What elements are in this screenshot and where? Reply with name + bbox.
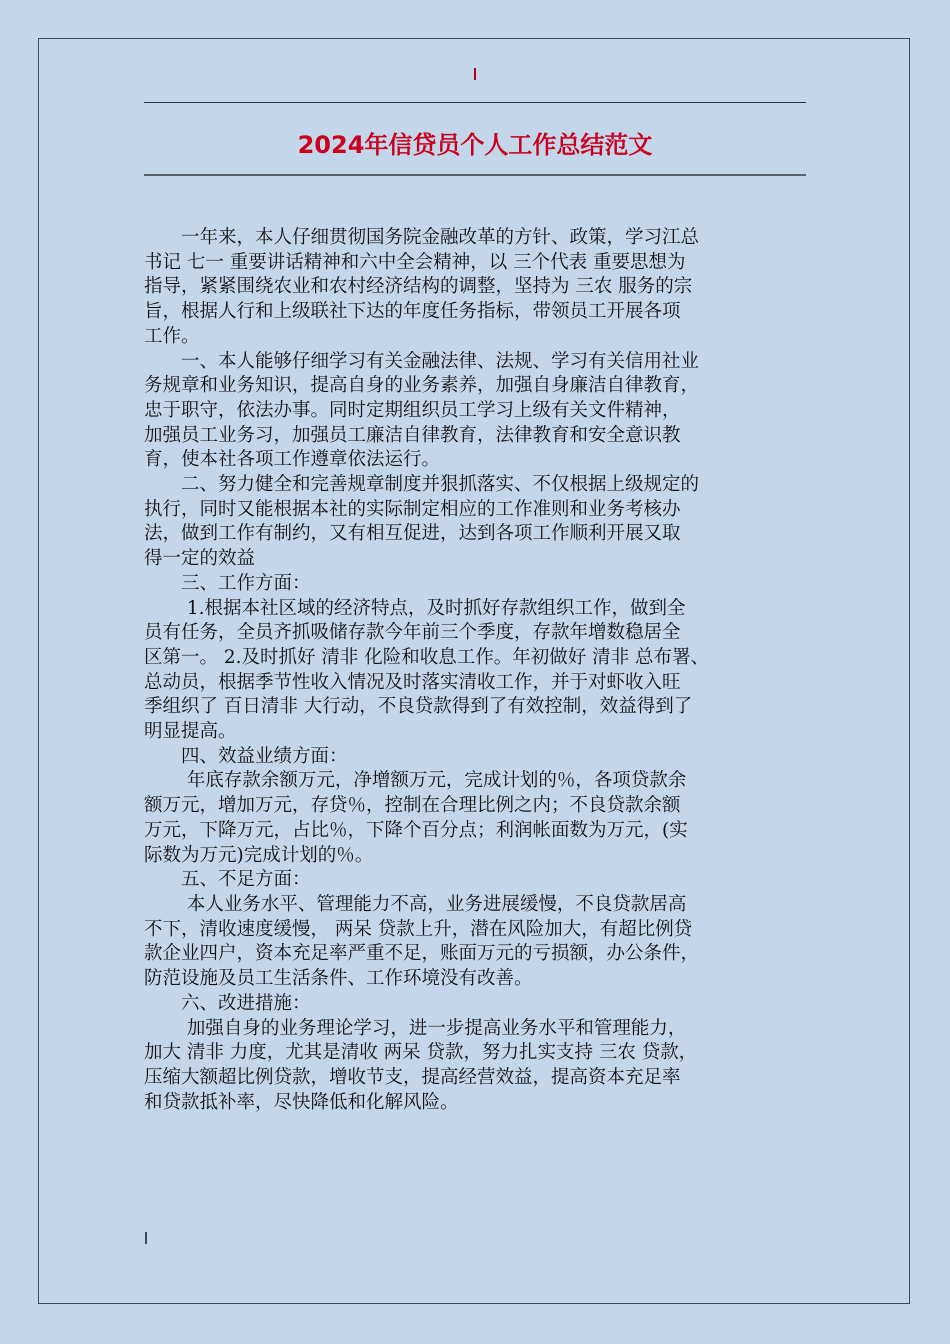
text-line: 四、效益业绩方面： bbox=[144, 745, 348, 767]
text-line: 工作。 bbox=[144, 325, 200, 347]
text-line: 一年来，本人仔细贯彻国务院金融改革的方针、政策，学习江总 bbox=[144, 227, 700, 248]
header-mark bbox=[474, 68, 476, 80]
header-rule bbox=[144, 102, 806, 103]
text-line: 务规章和业务知识，提高自身的业务素养，加强自身廉洁自律教育， bbox=[144, 375, 700, 397]
text-line: 书记 七一 重要讲话精神和六中全会精神，以 三个代表 重要思想为 bbox=[144, 251, 686, 273]
text-line: 明显提高。 bbox=[144, 721, 237, 743]
text-line: 年底存款余额万元，净增额万元，完成计划的％，各项贷款余 bbox=[144, 770, 687, 792]
text-line: 款企业四户，资本充足率严重不足，账面万元的亏损额，办公条件， bbox=[144, 943, 700, 965]
footer-mark bbox=[145, 1232, 147, 1244]
text-line: 五、不足方面： bbox=[144, 869, 311, 891]
text-line: 加强自身的业务理论学习，进一步提高业务水平和管理能力， bbox=[144, 1017, 687, 1039]
text-line: 忠于职守，依法办事。同时定期组织员工学习上级有关文件精神， bbox=[144, 399, 681, 421]
text-line: 本人业务水平、管理能力不高，业务进展缓慢，不良贷款居高 bbox=[144, 893, 687, 915]
text-line: 指导，紧紧围绕农业和农村经济结构的调整，坚持为 三农 服务的宗 bbox=[144, 276, 693, 298]
document-title: 2024年信贷员个人工作总结范文 bbox=[297, 131, 653, 159]
text-line: 际数为万元)完成计划的％。 bbox=[144, 844, 374, 866]
text-line: 季组织了 百日清非 大行动，不良贷款得到了有效控制，效益得到了 bbox=[144, 696, 693, 718]
text-line: 旨，根据人行和上级联社下达的年度任务指标，带领员工开展各项 bbox=[144, 301, 681, 323]
text-line: 加大 清非 力度，尤其是清收 两呆 贷款，努力扎实支持 三农 贷款， bbox=[144, 1042, 698, 1064]
text-line: 法，做到工作有制约，又有相互促进，达到各项工作顺利开展又取 bbox=[144, 523, 681, 545]
text-line: 和贷款抵补率，尽快降低和化解风险。 bbox=[144, 1091, 459, 1113]
text-line: 万元，下降万元，占比％，下降个百分点；利润帐面数为万元，(实 bbox=[144, 819, 688, 841]
document-body bbox=[144, 226, 816, 1115]
text-line: 得一定的效益 bbox=[144, 548, 256, 570]
text-line: 额万元，增加万元，存贷％，控制在合理比例之内；不良贷款余额 bbox=[144, 795, 681, 817]
text-line: 执行，同时又能根据本社的实际制定相应的工作准则和业务考核办 bbox=[144, 498, 681, 520]
text-line: 加强员工业务习，加强员工廉洁自律教育，法律教育和安全意识教 bbox=[144, 424, 681, 446]
text-line: 区第一。 2.及时抓好 清非 化险和收息工作。年初做好 清非 总布署、 bbox=[144, 646, 710, 668]
text-line: 防范设施及员工生活条件、工作环境没有改善。 bbox=[144, 968, 533, 990]
title-underline bbox=[144, 174, 806, 176]
text-line: 育，使本社各项工作遵章依法运行。 bbox=[144, 449, 441, 471]
text-line: 不下，清收速度缓慢， 两呆 贷款上升，潜在风险加大，有超比例贷 bbox=[144, 918, 693, 940]
text-line: 三、工作方面： bbox=[144, 572, 311, 594]
text-line: 员有任务，全员齐抓吸储存款今年前三个季度，存款年增数稳居全 bbox=[144, 622, 681, 644]
text-line: 二、努力健全和完善规章制度并狠抓落实、不仅根据上级规定的 bbox=[144, 474, 700, 496]
text-line: 1.根据本社区域的经济特点，及时抓好存款组织工作，做到全 bbox=[144, 597, 686, 619]
text-line: 总动员，根据季节性收入情况及时落实清收工作，并于对虾收入旺 bbox=[144, 671, 681, 693]
text-line: 一、本人能够仔细学习有关金融法律、法规、学习有关信用社业 bbox=[144, 350, 700, 372]
text-line: 六、改进措施： bbox=[144, 992, 311, 1014]
text-line: 压缩大额超比例贷款，增收节支，提高经营效益，提高资本充足率 bbox=[144, 1066, 681, 1088]
